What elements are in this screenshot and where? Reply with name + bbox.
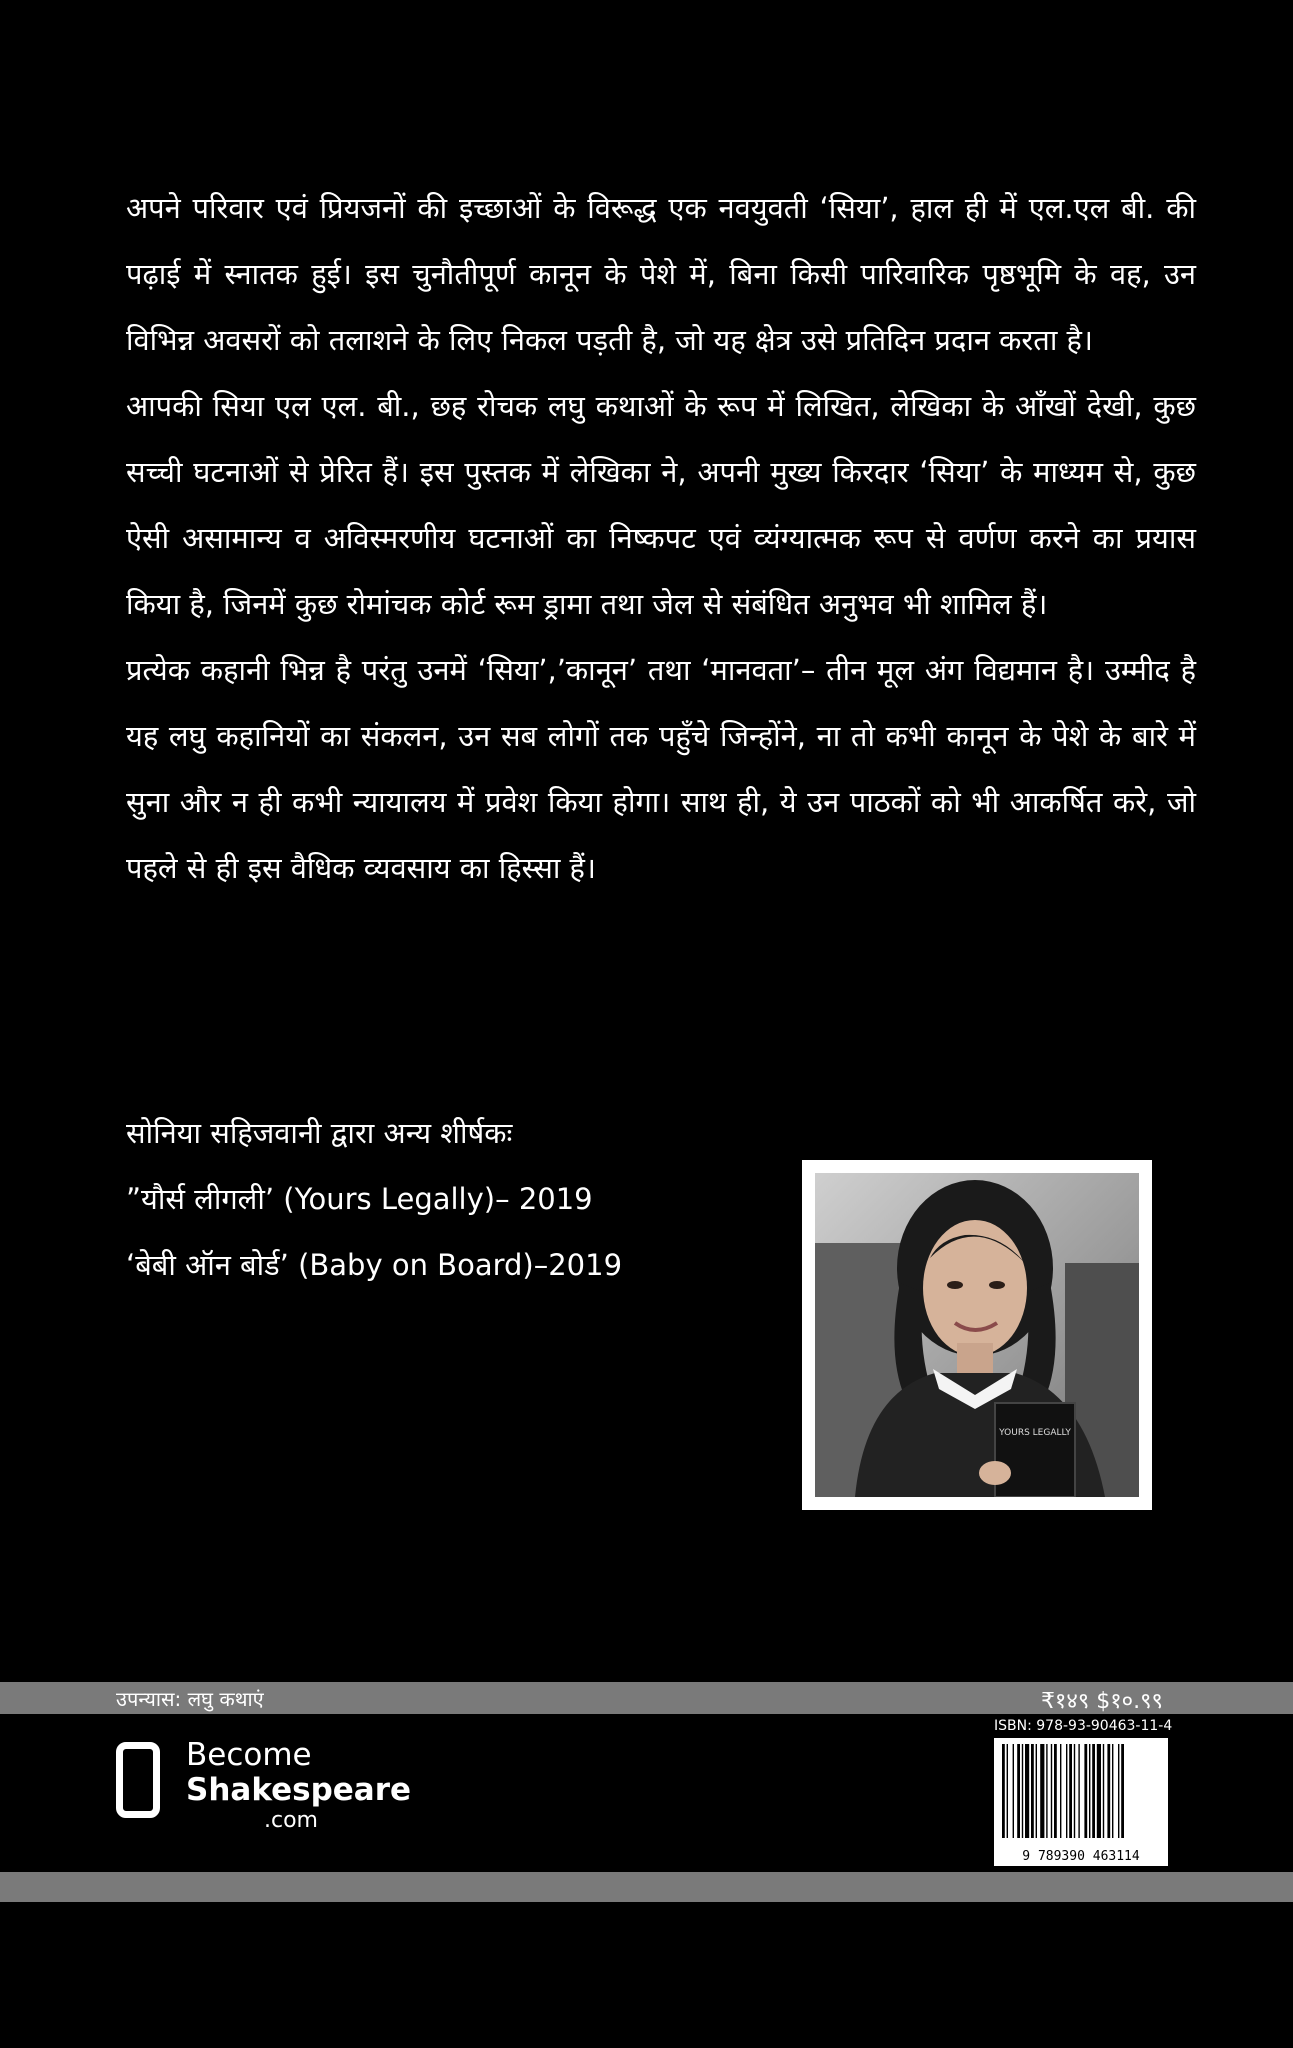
barcode-bar (1066, 1744, 1067, 1838)
photo-book-title: YOURS LEGALLY (999, 1428, 1071, 1438)
barcode-bar (1112, 1744, 1113, 1838)
barcode-digits: 9 789390 463114 (1022, 1849, 1140, 1864)
barcode-bar (1007, 1744, 1008, 1838)
other-title-item: ‘बेबी ऑन बोर्ड’ (Baby on Board)–2019 (126, 1248, 623, 1282)
barcode-bar (1069, 1744, 1072, 1838)
author-photo (815, 1173, 1139, 1497)
barcode-bar (1089, 1744, 1090, 1838)
barcode (994, 1738, 1168, 1866)
barcode-bar (1036, 1744, 1037, 1838)
barcode-bar (1046, 1744, 1047, 1838)
genre-price-bar (0, 1682, 1293, 1714)
blurb-paragraph: आपकी सिया एल एल. बी., छह रोचक लघु कथाओं के रूप में लिखित, लेखिका के आँखों देखी, कुछ सच्ची घटनाओं से प्रेरित हैं। इस पुस्तक में लेखिका ने, अपनी मुख्य किरदार ‘सिया’ के माध्यम से, कुछ ऐसी असामान्य व अविस्मरणीय घटनाओं का निष्कपट एवं व्यंग्यात्मक रूप से वर्णण करने का प्रयास किया है, जिनमें कुछ रोमांचक कोर्ट रूम ड्रामा तथा जेल से संबंधित अनुभव भी शामिल हैं। (126, 389, 1196, 621)
publisher-name-line3: .com (264, 1808, 318, 1833)
author-portrait-illustration (815, 1173, 1139, 1497)
barcode-bar (1031, 1744, 1034, 1838)
other-titles (126, 1100, 746, 1298)
barcode-bar (1084, 1744, 1087, 1838)
blurb-paragraph: प्रत्येक कहानी भिन्न है परंतु उनमें ‘सिया’,’कानून’ तथा ‘मानवता’– तीन मूल अंग विद्यमान है। उम्मीद है यह लघु कहानियों का संकलन, उन सब लोगों तक पहुँचे जिन्होंने, ना तो कभी कानून के पेशे के बारे में सुना और न ही कभी न्यायालय में प्रवेश किया होगा। साथ ही, ये उन पाठकों को भी आकर्षित करे, जो पहले से ही इस वैधिक व्यवसाय का हिस्सा हैं। (126, 653, 1196, 885)
barcode-bar (1060, 1744, 1061, 1838)
back-cover-blurb (126, 175, 1196, 901)
isbn-label: ISBN: 978-93-90463-11-4 (994, 1718, 1173, 1734)
genre-label: उपन्यास: लघु कथाएं (116, 1687, 264, 1711)
barcode-bar (1017, 1744, 1020, 1838)
price-label: ₹१४९ $१०.९९ (1040, 1689, 1163, 1714)
barcode-bar (1092, 1744, 1095, 1838)
publisher-logo (116, 1737, 416, 1840)
other-title-item: ”यौर्स लीगली’ (Yours Legally)– 2019 (126, 1182, 593, 1216)
other-titles-heading: सोनिया सहिजवानी द्वारा अन्य शीर्षकः (126, 1116, 513, 1150)
barcode-bar (1051, 1744, 1052, 1838)
barcode-bar (1025, 1744, 1029, 1838)
bottom-grey-bar (0, 1872, 1293, 1902)
barcode-bar (1078, 1744, 1079, 1838)
barcode-bars (994, 1738, 1168, 1846)
barcode-bar (1118, 1744, 1119, 1838)
barcode-bar (1002, 1744, 1005, 1838)
author-photo-frame (802, 1160, 1152, 1510)
barcode-bar (1097, 1744, 1101, 1838)
barcode-bar (1040, 1744, 1044, 1838)
barcode-bar (1121, 1744, 1124, 1838)
barcode-bar (1103, 1744, 1104, 1838)
barcode-bar (1022, 1744, 1023, 1838)
publisher-name-line1: Become (186, 1737, 312, 1773)
blurb-paragraph: अपने परिवार एवं प्रियजनों की इच्छाओं के विरूद्ध एक नवयुवती ‘सिया’, हाल ही में एल.एल बी. की पढ़ाई में स्नातक हुई। इस चुनौतीपूर्ण कानून के पेशे में, बिना किसी पारिवारिक पृष्ठभूमि के वह, उन विभिन्न अवसरों को तलाशने के लिए निकल पड़ती है, जो यह क्षेत्र उसे प्रतिदिन प्रदान करता है। (126, 191, 1196, 357)
barcode-bar (1107, 1744, 1110, 1838)
phone-icon (116, 1742, 160, 1818)
barcode-bar (1054, 1744, 1057, 1838)
publisher-name-line2: Shakespeare (186, 1772, 412, 1808)
barcode-bar (1074, 1744, 1075, 1838)
barcode-bar (1013, 1744, 1014, 1838)
